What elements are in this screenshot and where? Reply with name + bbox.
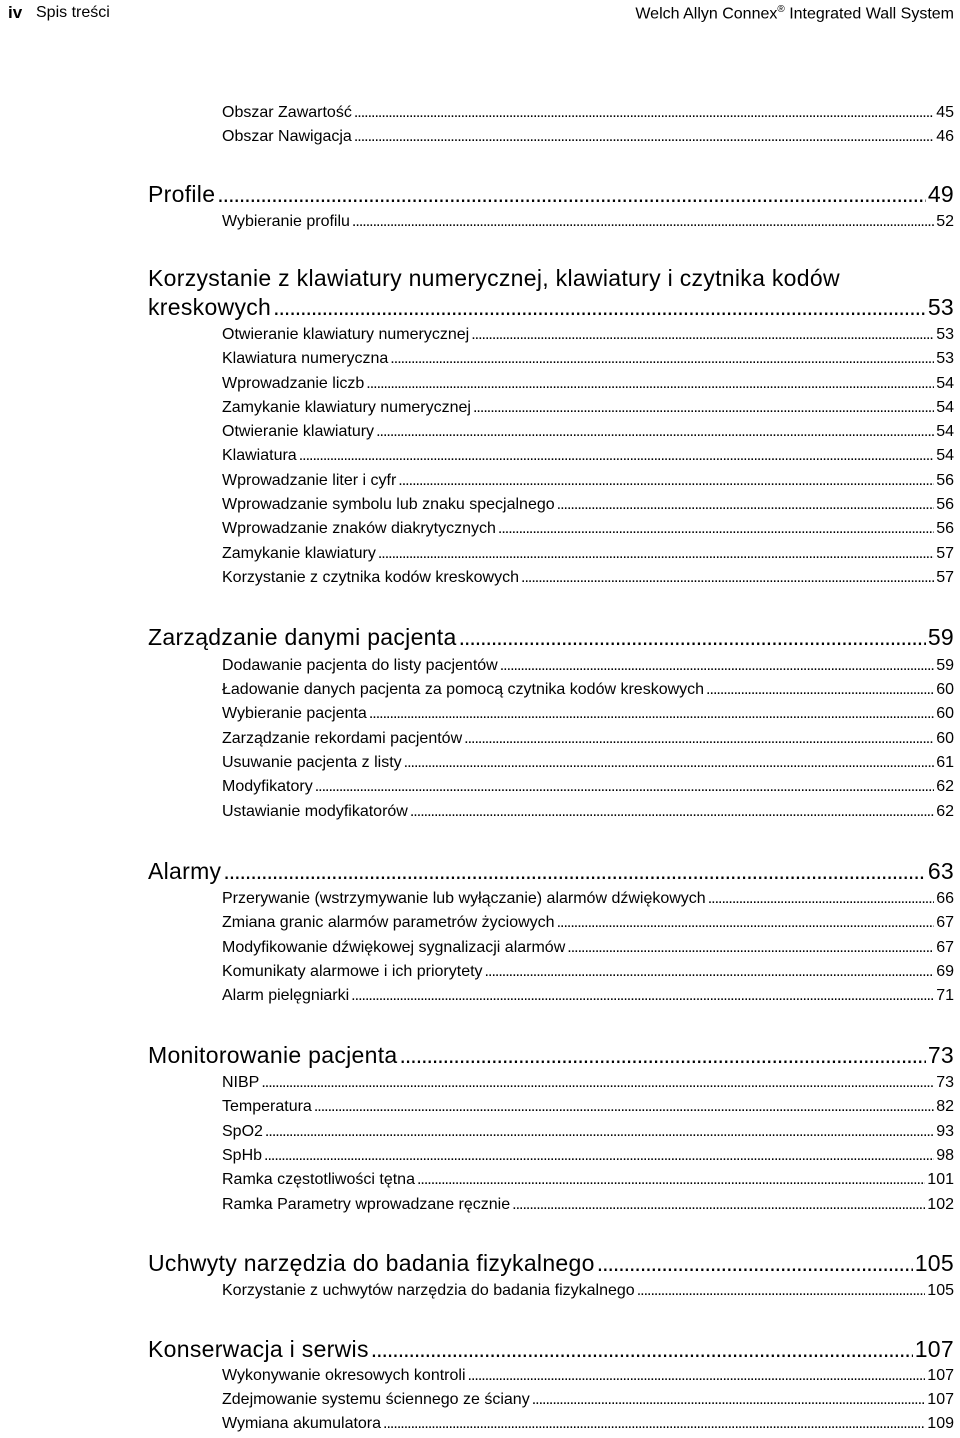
- dot-leader: [265, 1121, 934, 1143]
- toc-entry[interactable]: [222, 728, 954, 750]
- toc-entry[interactable]: [222, 348, 954, 370]
- dot-leader: [468, 1365, 926, 1387]
- toc-entry[interactable]: [222, 1194, 954, 1216]
- toc-entry-text: Usuwanie pacjenta z listy: [222, 754, 402, 771]
- dot-leader: [273, 293, 926, 321]
- toc-entry[interactable]: [222, 752, 954, 774]
- toc-entry-page: 69: [936, 963, 954, 980]
- toc-entry-page: 82: [936, 1098, 954, 1115]
- toc-entry-text: Dodawanie pacjenta do listy pacjentów: [222, 657, 498, 674]
- dot-leader: [557, 912, 935, 934]
- dot-leader: [500, 655, 934, 677]
- toc-chapter-page: 105: [914, 1250, 954, 1276]
- toc-entry-text: Ustawianie modyfikatorów: [222, 803, 408, 820]
- toc-entry[interactable]: [222, 937, 954, 959]
- toc-entry-text: Wprowadzanie znaków diakrytycznych: [222, 520, 496, 537]
- toc-entry-page: 71: [936, 987, 954, 1004]
- dot-leader: [264, 1145, 934, 1167]
- toc-entry-page: 53: [936, 350, 954, 367]
- registered-mark: ®: [777, 4, 785, 15]
- dot-leader: [417, 1169, 925, 1191]
- dot-leader: [400, 1041, 926, 1069]
- toc-entry-page: 60: [936, 730, 954, 747]
- page-header: [0, 0, 960, 26]
- toc-entry-page: 45: [936, 104, 954, 121]
- toc-entry-text: Zamykanie klawiatury numerycznej: [222, 399, 471, 416]
- toc-entry[interactable]: [222, 518, 954, 540]
- toc-entry-text: Wprowadzanie symbolu lub znaku specjalnego: [222, 496, 555, 513]
- dot-leader: [371, 1335, 913, 1363]
- toc-entry-page: 52: [936, 213, 954, 230]
- toc-entry-page: 53: [936, 326, 954, 343]
- toc-chapter[interactable]: [148, 857, 954, 885]
- dot-leader: [315, 776, 935, 798]
- toc-entry-text: Wymiana akumulatora: [222, 1415, 382, 1432]
- toc-entry[interactable]: [222, 912, 954, 934]
- toc-entry[interactable]: [222, 470, 954, 492]
- dot-leader: [404, 752, 935, 774]
- toc-entry-page: 67: [936, 914, 954, 931]
- toc-entry-page: 107: [927, 1367, 954, 1384]
- toc-entry[interactable]: [222, 126, 954, 148]
- dot-leader: [473, 397, 934, 419]
- toc-chapter-page: 63: [927, 858, 954, 884]
- page-number: iv: [8, 3, 23, 22]
- dot-leader: [390, 348, 934, 370]
- toc-entry-page: 56: [936, 496, 954, 513]
- toc-entry[interactable]: [222, 421, 954, 443]
- toc-chapter-title: Konserwacja i serwis: [148, 1336, 369, 1362]
- toc-entry-text: SpO2: [222, 1123, 263, 1140]
- dot-leader: [459, 623, 926, 651]
- toc-entry-page: 56: [936, 472, 954, 489]
- toc-entry[interactable]: [222, 801, 954, 823]
- dot-leader: [299, 445, 935, 467]
- toc-chapter-title: Profile: [148, 181, 216, 207]
- toc-chapter-title: Zarządzanie danymi pacjenta: [148, 624, 457, 650]
- toc-entry[interactable]: [222, 373, 954, 395]
- toc-entry-page: 109: [927, 1415, 954, 1432]
- toc-entry-text: Temperatura: [222, 1098, 312, 1115]
- toc-entry[interactable]: [222, 211, 954, 233]
- toc-entry[interactable]: [222, 1365, 954, 1387]
- toc-entry-text: Modyfikatory: [222, 778, 313, 795]
- dot-leader: [223, 857, 925, 885]
- toc-chapter[interactable]: [148, 1041, 954, 1069]
- dot-leader: [398, 470, 934, 492]
- dot-leader: [637, 1280, 926, 1302]
- document-title-subtitle: Integrated Wall System: [789, 5, 954, 23]
- toc-chapter[interactable]: [148, 623, 954, 651]
- toc-entry-text: Wybieranie pacjenta: [222, 705, 367, 722]
- dot-leader: [366, 373, 934, 395]
- toc-chapter-page: 107: [914, 1336, 954, 1362]
- toc-chapter[interactable]: [148, 1249, 954, 1277]
- toc-entry-text: Otwieranie klawiatury numerycznej: [222, 326, 470, 343]
- toc-entry-text: Obszar Zawartość: [222, 104, 352, 121]
- toc-entry[interactable]: [222, 1389, 954, 1411]
- document-title-name: Welch Allyn Connex: [635, 5, 778, 23]
- toc-entry-page: 54: [936, 447, 954, 464]
- dot-leader: [351, 985, 934, 1007]
- toc-entry-text: NIBP: [222, 1074, 260, 1091]
- toc-entry-text: Ramka Parametry wprowadzane ręcznie: [222, 1196, 511, 1213]
- toc-entry[interactable]: [222, 1121, 954, 1143]
- toc-entry-page: 57: [936, 569, 954, 586]
- toc-entry-text: Korzystanie z czytnika kodów kreskowych: [222, 569, 519, 586]
- toc-entry-page: 56: [936, 520, 954, 537]
- dot-leader: [471, 324, 934, 346]
- dot-leader: [485, 961, 935, 983]
- dot-leader: [352, 211, 934, 233]
- toc-chapter-title: kreskowych: [148, 294, 272, 320]
- toc-entry-page: 73: [936, 1074, 954, 1091]
- toc-entry[interactable]: [222, 1145, 954, 1167]
- dot-leader: [354, 102, 934, 124]
- toc-chapter-page: 59: [927, 624, 954, 650]
- toc-entry[interactable]: [222, 1169, 954, 1191]
- toc-entry[interactable]: [222, 324, 954, 346]
- dot-leader: [410, 801, 934, 823]
- dot-leader: [369, 703, 934, 725]
- toc-entry-text: Wybieranie profilu: [222, 213, 350, 230]
- toc-chapter-page: 49: [927, 181, 954, 207]
- toc-entry-text: Modyfikowanie dźwiękowej sygnalizacji alarmów: [222, 939, 566, 956]
- toc-chapter[interactable]: [148, 1335, 954, 1363]
- toc-chapter-page: 53: [927, 294, 954, 320]
- toc-entry-text: Ramka częstotliwości tętna: [222, 1171, 415, 1188]
- toc-entry[interactable]: [222, 1413, 954, 1435]
- toc-entry[interactable]: [222, 1072, 954, 1094]
- toc-entry-text: Alarm pielęgniarki: [222, 987, 350, 1004]
- dot-leader: [557, 494, 935, 516]
- toc-entry-text: Wprowadzanie liter i cyfr: [222, 472, 397, 489]
- toc-entry-page: 60: [936, 681, 954, 698]
- toc-entry-page: 62: [936, 803, 954, 820]
- dot-leader: [597, 1249, 913, 1277]
- toc-entry-page: 66: [936, 890, 954, 907]
- toc-entry-page: 67: [936, 939, 954, 956]
- toc-entry[interactable]: [222, 679, 954, 701]
- dot-leader: [378, 543, 934, 565]
- toc-entry[interactable]: [222, 543, 954, 565]
- toc-entry-text: Wykonywanie okresowych kontroli: [222, 1367, 466, 1384]
- toc-entry[interactable]: [222, 703, 954, 725]
- toc-chapter-page: 73: [927, 1042, 954, 1068]
- toc-entry[interactable]: [222, 445, 954, 467]
- dot-leader: [314, 1096, 934, 1118]
- dot-leader: [464, 728, 934, 750]
- toc-chapter-title: Uchwyty narzędzia do badania fizykalnego: [148, 1250, 595, 1276]
- dot-leader: [498, 518, 934, 540]
- dot-leader: [354, 126, 934, 148]
- toc-entry-page: 54: [936, 423, 954, 440]
- toc-entry-text: Zmiana granic alarmów parametrów życiowych: [222, 914, 555, 931]
- dot-leader: [567, 937, 934, 959]
- toc-entry-text: Zarządzanie rekordami pacjentów: [222, 730, 463, 747]
- dot-leader: [512, 1194, 925, 1216]
- dot-leader: [383, 1413, 925, 1435]
- toc-entry[interactable]: [222, 397, 954, 419]
- toc-entry-page: 101: [927, 1171, 954, 1188]
- toc-entry[interactable]: [222, 985, 954, 1007]
- toc-chapter[interactable]: [148, 293, 954, 321]
- toc-chapter-title: Alarmy: [148, 858, 222, 884]
- toc-entry-text: Przerywanie (wstrzymywanie lub wyłączanie) alarmów dźwiękowych: [222, 890, 706, 907]
- dot-leader: [532, 1389, 926, 1411]
- toc-entry[interactable]: [222, 776, 954, 798]
- toc-entry-page: 61: [936, 754, 954, 771]
- toc-entry-page: 46: [936, 128, 954, 145]
- toc-entry-page: 54: [936, 375, 954, 392]
- dot-leader: [706, 679, 934, 701]
- section-name: Spis treści: [36, 4, 110, 21]
- toc-entry-text: Klawiatura: [222, 447, 297, 464]
- toc-entry-page: 105: [927, 1282, 954, 1299]
- toc-entry[interactable]: [222, 102, 954, 124]
- toc-entry[interactable]: [222, 494, 954, 516]
- toc-entry-page: 107: [927, 1391, 954, 1408]
- toc-entry-page: 54: [936, 399, 954, 416]
- toc-entry[interactable]: [222, 1280, 954, 1302]
- dot-leader: [521, 567, 934, 589]
- toc-chapter-title-line1[interactable]: Korzystanie z klawiatury numerycznej, klawiatury i czytnika kodów: [148, 265, 840, 291]
- toc-entry[interactable]: [222, 567, 954, 589]
- toc-entry[interactable]: [222, 888, 954, 910]
- toc-entry[interactable]: [222, 1096, 954, 1118]
- toc-chapter-title: Monitorowanie pacjenta: [148, 1042, 398, 1068]
- toc-entry-page: 62: [936, 778, 954, 795]
- toc-entry-text: Ładowanie danych pacjenta za pomocą czytnika kodów kreskowych: [222, 681, 705, 698]
- dot-leader: [376, 421, 934, 443]
- dot-leader: [217, 180, 926, 208]
- toc-entry-page: 57: [936, 545, 954, 562]
- toc-entry-page: 93: [936, 1123, 954, 1140]
- toc-entry-text: Korzystanie z uchwytów narzędzia do badania fizykalnego: [222, 1282, 635, 1299]
- toc-entry-text: Komunikaty alarmowe i ich priorytety: [222, 963, 483, 980]
- toc-entry-page: 60: [936, 705, 954, 722]
- toc-entry[interactable]: [222, 655, 954, 677]
- dot-leader: [261, 1072, 934, 1094]
- toc-entry-text: Wprowadzanie liczb: [222, 375, 365, 392]
- toc-entry-text: SpHb: [222, 1147, 263, 1164]
- toc-entry[interactable]: [222, 961, 954, 983]
- toc-entry-text: Otwieranie klawiatury: [222, 423, 375, 440]
- toc-chapter[interactable]: [148, 180, 954, 208]
- toc-entry-page: 102: [927, 1196, 954, 1213]
- dot-leader: [708, 888, 935, 910]
- toc-entry-text: Zdejmowanie systemu ściennego ze ściany: [222, 1391, 530, 1408]
- toc-entry-page: 59: [936, 657, 954, 674]
- toc-entry-text: Zamykanie klawiatury: [222, 545, 376, 562]
- document-title: [635, 4, 954, 23]
- toc-entry-text: Obszar Nawigacja: [222, 128, 352, 145]
- toc-entry-text: Klawiatura numeryczna: [222, 350, 389, 367]
- toc-entry-page: 98: [936, 1147, 954, 1164]
